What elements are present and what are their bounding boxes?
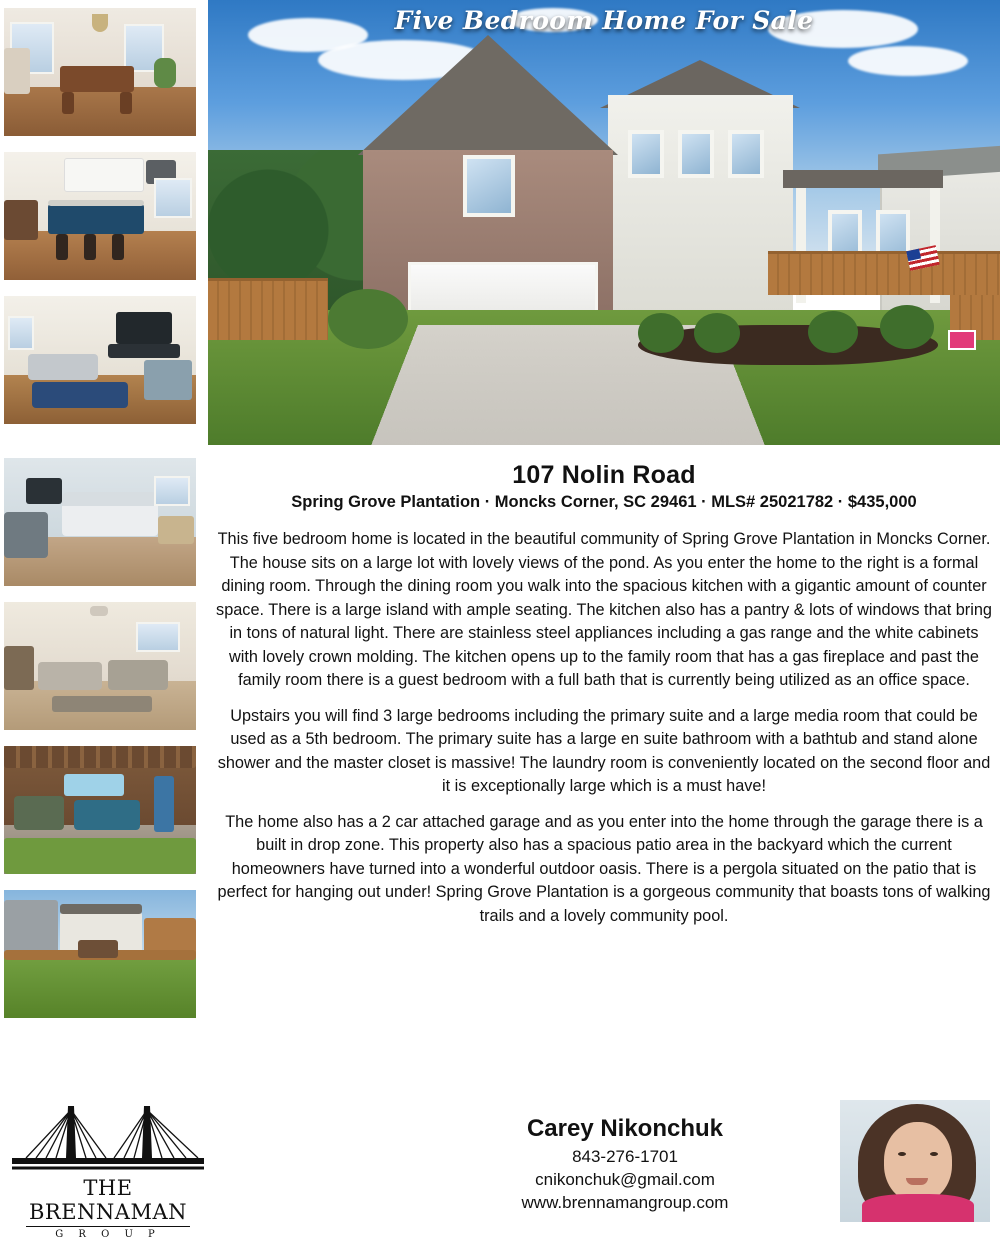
- for-sale-yard-sign: [948, 330, 976, 350]
- logo-subtitle: G R O U P: [26, 1226, 190, 1240]
- description-body: [208, 528, 1000, 928]
- avatar: [840, 1100, 990, 1222]
- banner-title: Five Bedroom Home For Sale: [394, 6, 814, 35]
- agent-contact-block: [415, 1115, 835, 1214]
- description-paragraph: This five bedroom home is located in the beautiful community of Spring Grove Plantation in Moncks Corner. The house sits on a large lot with lovely views of the pond. As you enter the home to the right is a formal dining room. Through the dining room you walk into the spacious kitchen with a gigantic amount of counter space. There is a large island with ample seating. The kitchen also has a pantry & lots of windows that bring in tons of natural light. There are stainless steel appliances including a gas range and the white cabinets with lovely crown molding. The kitchen opens up to the family room that has a gas fireplace and past the family room there is a guest bedroom with a full bath that is currently being utilized as an office space.: [216, 530, 992, 689]
- agent-phone[interactable]: 843-276-1701: [572, 1147, 678, 1166]
- flyer-footer: [0, 1090, 1000, 1240]
- listing-details-line: Spring Grove Plantation · Moncks Corner, SC 29461 · MLS# 25021782 · $435,000: [291, 493, 917, 511]
- logo-name: THE BRENNAMAN: [28, 1176, 188, 1224]
- kitchen-photo[interactable]: [4, 152, 196, 280]
- bridge-icon: [8, 1096, 208, 1174]
- media-room-photo[interactable]: [4, 602, 196, 730]
- photo-gallery-rail: [0, 0, 200, 1222]
- description-paragraph: The home also has a 2 car attached garage and as you enter into the home through the garage there is a built in drop zone. This property also has a spacious patio area in the backyard which the current homeowners have turned into a wonderful outdoor oasis. There is a pergola situated on the patio that is perfect for hanging out under! Spring Grove Plantation is a gorgeous community that boasts tons of walking trails and a lovely community pool.: [217, 812, 991, 925]
- agent-website[interactable]: www.brennamangroup.com: [521, 1193, 729, 1212]
- agent-name: Carey Nikonchuk: [526, 1115, 724, 1142]
- primary-bedroom-photo[interactable]: [4, 458, 196, 586]
- flyer-main-column: [208, 0, 1000, 1222]
- description-paragraph: Upstairs you will find 3 large bedrooms including the primary suite and a large media room that could be used as a 5th bedroom. The primary suite has a large en suite bathroom with a bathtub and stand alone shower and the master closet is massive! The laundry room is conveniently located on the second floor and it is exceptionally large which is a must have!: [217, 706, 991, 795]
- agent-email[interactable]: cnikonchuk@gmail.com: [535, 1170, 715, 1189]
- exterior-front-photo[interactable]: [208, 0, 1000, 445]
- dining-room-photo[interactable]: [4, 8, 196, 136]
- page-title: 107 Nolin Road: [512, 461, 696, 489]
- patio-pergola-photo[interactable]: [4, 746, 196, 874]
- brokerage-logo[interactable]: [8, 1096, 208, 1240]
- backyard-photo[interactable]: [4, 890, 196, 1018]
- family-room-photo[interactable]: [4, 296, 196, 424]
